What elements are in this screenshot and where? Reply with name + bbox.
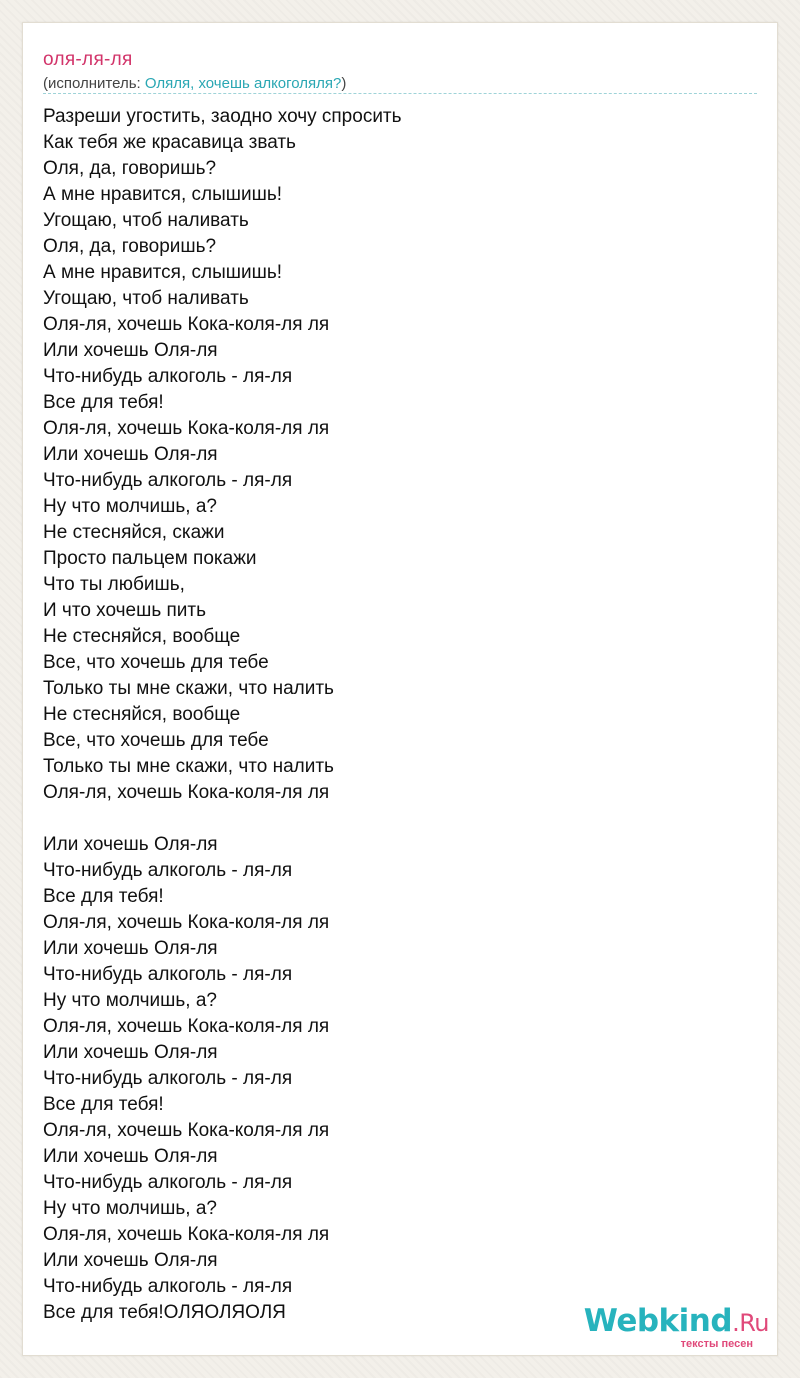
lyric-line: Или хочешь Оля-ля bbox=[43, 1146, 218, 1167]
lyric-line: Не стесняйся, скажи bbox=[43, 522, 225, 543]
lyric-line: Ну что молчишь, а? bbox=[43, 1198, 217, 1219]
lyric-line: Оля-ля, хочешь Кока-коля-ля ля bbox=[43, 1016, 330, 1037]
artist-prefix: (исполнитель: bbox=[43, 75, 145, 92]
logo-brand bbox=[584, 1303, 769, 1339]
lyric-line: Все для тебя! bbox=[43, 392, 164, 413]
song-title: оля-ля-ля bbox=[43, 49, 133, 70]
lyrics-card bbox=[22, 22, 778, 1356]
lyric-line: Ну что молчишь, а? bbox=[43, 496, 217, 517]
lyric-line: Оля-ля, хочешь Кока-коля-ля ля bbox=[43, 314, 330, 335]
lyric-line: И что хочешь пить bbox=[43, 600, 206, 621]
lyric-line: Что ты любишь, bbox=[43, 574, 185, 595]
lyric-line: Что-нибудь алкоголь - ля-ля bbox=[43, 1276, 293, 1297]
lyric-line: Как тебя же красавица звать bbox=[43, 132, 296, 153]
lyric-line: Угощаю, чтоб наливать bbox=[43, 210, 249, 231]
lyric-line: Оля-ля, хочешь Кока-коля-ля ля bbox=[43, 418, 330, 439]
lyric-line: Оля, да, говоришь? bbox=[43, 236, 217, 257]
lyric-line: Не стесняйся, вообще bbox=[43, 626, 241, 647]
lyric-line: Или хочешь Оля-ля bbox=[43, 938, 218, 959]
logo-tld: .Ru bbox=[732, 1309, 769, 1337]
lyric-line: Или хочешь Оля-ля bbox=[43, 1042, 218, 1063]
lyric-line: Что-нибудь алкоголь - ля-ля bbox=[43, 1172, 293, 1193]
lyric-line: Что-нибудь алкоголь - ля-ля bbox=[43, 470, 293, 491]
lyric-line: Или хочешь Оля-ля bbox=[43, 444, 218, 465]
lyric-line: Оля-ля, хочешь Кока-коля-ля ля bbox=[43, 1224, 330, 1245]
logo-tagline: тексты песен bbox=[680, 1338, 753, 1350]
lyric-line: Оля, да, говоришь? bbox=[43, 158, 217, 179]
lyric-line: А мне нравится, слышишь! bbox=[43, 262, 283, 283]
lyric-line: Только ты мне скажи, что налить bbox=[43, 678, 334, 699]
lyric-line: Разреши угостить, заодно хочу спросить bbox=[43, 106, 402, 127]
lyric-line: Или хочешь Оля-ля bbox=[43, 1250, 218, 1271]
lyric-line: Все, что хочешь для тебе bbox=[43, 652, 269, 673]
lyric-line: Что-нибудь алкоголь - ля-ля bbox=[43, 964, 293, 985]
lyric-line: Или хочешь Оля-ля bbox=[43, 340, 218, 361]
artist-link[interactable]: Оляля, хочешь алкоголяля? bbox=[144, 75, 342, 92]
lyric-line: Все для тебя! bbox=[43, 886, 164, 907]
lyric-line: Просто пальцем покажи bbox=[43, 548, 257, 569]
site-logo[interactable] bbox=[579, 1303, 769, 1351]
lyric-line bbox=[43, 806, 402, 832]
logo-brand-name: Webkind bbox=[583, 1303, 733, 1339]
lyric-line: Все для тебя!ОЛЯОЛЯОЛЯ bbox=[43, 1302, 286, 1323]
lyric-line: Или хочешь Оля-ля bbox=[43, 834, 218, 855]
lyric-line: Оля-ля, хочешь Кока-коля-ля ля bbox=[43, 1120, 330, 1141]
artist-line bbox=[43, 75, 346, 92]
lyric-line: Не стесняйся, вообще bbox=[43, 704, 241, 725]
lyric-line: Ну что молчишь, а? bbox=[43, 990, 217, 1011]
lyric-line: Угощаю, чтоб наливать bbox=[43, 288, 249, 309]
lyric-line: Что-нибудь алкоголь - ля-ля bbox=[43, 860, 293, 881]
artist-suffix: ) bbox=[341, 75, 347, 92]
lyric-line: Все для тебя! bbox=[43, 1094, 164, 1115]
title-divider bbox=[43, 93, 757, 94]
lyric-line: Оля-ля, хочешь Кока-коля-ля ля bbox=[43, 912, 330, 933]
lyric-line: Все, что хочешь для тебе bbox=[43, 730, 269, 751]
lyric-line: А мне нравится, слышишь! bbox=[43, 184, 283, 205]
lyric-line: Только ты мне скажи, что налить bbox=[43, 756, 334, 777]
lyric-line: Что-нибудь алкоголь - ля-ля bbox=[43, 1068, 293, 1089]
lyric-line: Что-нибудь алкоголь - ля-ля bbox=[43, 366, 293, 387]
lyrics-text bbox=[43, 104, 402, 1326]
lyric-line: Оля-ля, хочешь Кока-коля-ля ля bbox=[43, 782, 330, 803]
